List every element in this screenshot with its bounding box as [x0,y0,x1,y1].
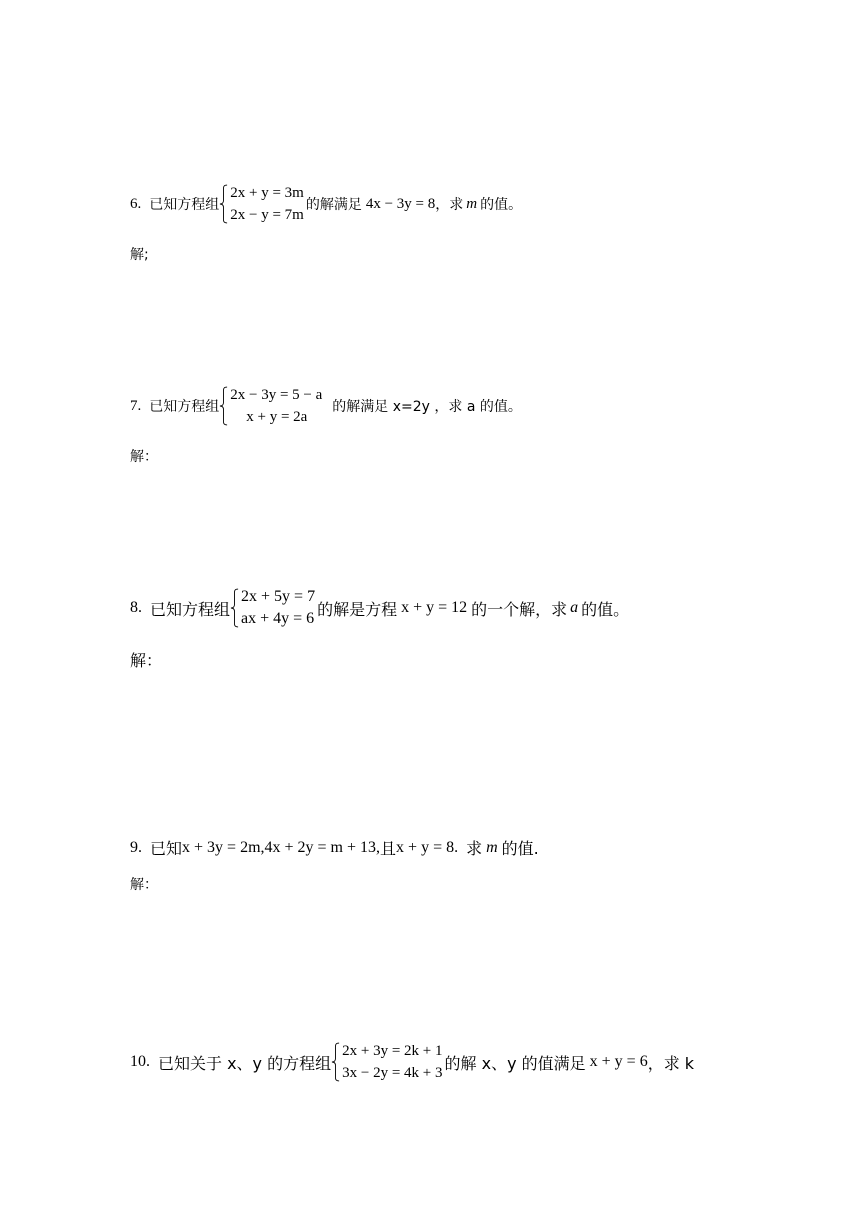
equation-system [331,1040,442,1084]
problem-9 [130,836,539,859]
problem-number: 9. [130,838,142,856]
equation-line: ax + 4y = 6 [241,610,315,627]
problem-text: 已知方程组 [150,599,231,619]
variable: m [466,195,478,212]
equation-line: x + y = 2a [246,409,308,425]
problem-text: 的值。 [480,197,523,213]
problem-text: 的解 x、y 的值满足 [444,1053,586,1073]
condition-equation: x + 3y = 2m,4x + 2y = m + 13, [182,838,381,856]
problem-number: 10. [130,1053,150,1070]
condition-equation: x + y = 6 [589,1053,648,1070]
problem-number: 6. [130,195,142,212]
variable: a [570,599,579,616]
problem-text: 且 [380,839,397,858]
problem-text: 已知关于 x、y 的方程组 [158,1053,332,1073]
equation-line: 2x + 3y = 2k + 1 [342,1043,443,1059]
equation-line: 2x − y = 7m [230,207,304,223]
problem-text: ，求 [435,197,464,213]
condition-equation: x + y = 8. [396,838,459,856]
problem-text: 的解满足 [305,197,362,213]
solution-label: 解： [130,877,158,893]
solution-label: 解; [130,247,149,263]
solution-label: 解： [130,449,158,465]
equation-line: 2x − 3y = 5 − a [230,387,323,403]
equation-system [219,182,304,226]
equation-line: 3x − 2y = 4k + 3 [342,1065,443,1081]
condition-equation: 4x − 3y = 8 [365,195,436,212]
problem-10 [130,1040,694,1084]
problem-text: 已知方程组 [149,197,220,213]
problem-8 [130,586,629,630]
left-brace-icon [331,1040,340,1084]
problem-text: 的解满足 x=2y ，求 a 的值。 [332,399,522,415]
problem-6 [130,182,522,226]
problem-text: 的解是方程 [317,599,398,619]
problem-text: 求 [466,839,483,858]
equation-system [230,586,315,630]
condition-equation: x + y = 12 [401,599,468,616]
problem-text: 的值. [501,839,539,858]
problem-number: 7. [130,397,142,414]
problem-text: ，求 k [647,1053,695,1073]
equation-line: 2x + 5y = 7 [241,588,316,605]
problem-text: 已知 [150,839,183,858]
problem-7 [130,384,522,428]
problem-number: 8. [130,599,142,616]
solution-label: 解： [130,651,163,670]
problem-text: 的值。 [581,599,630,619]
problem-text: 的一个解，求 [471,599,568,619]
left-brace-icon [219,182,228,226]
problem-text: 已知方程组 [149,399,220,415]
left-brace-icon [230,586,239,630]
left-brace-icon [219,384,228,428]
equation-system [219,384,322,428]
equation-line: 2x + y = 3m [230,185,304,201]
variable: m [486,838,498,856]
